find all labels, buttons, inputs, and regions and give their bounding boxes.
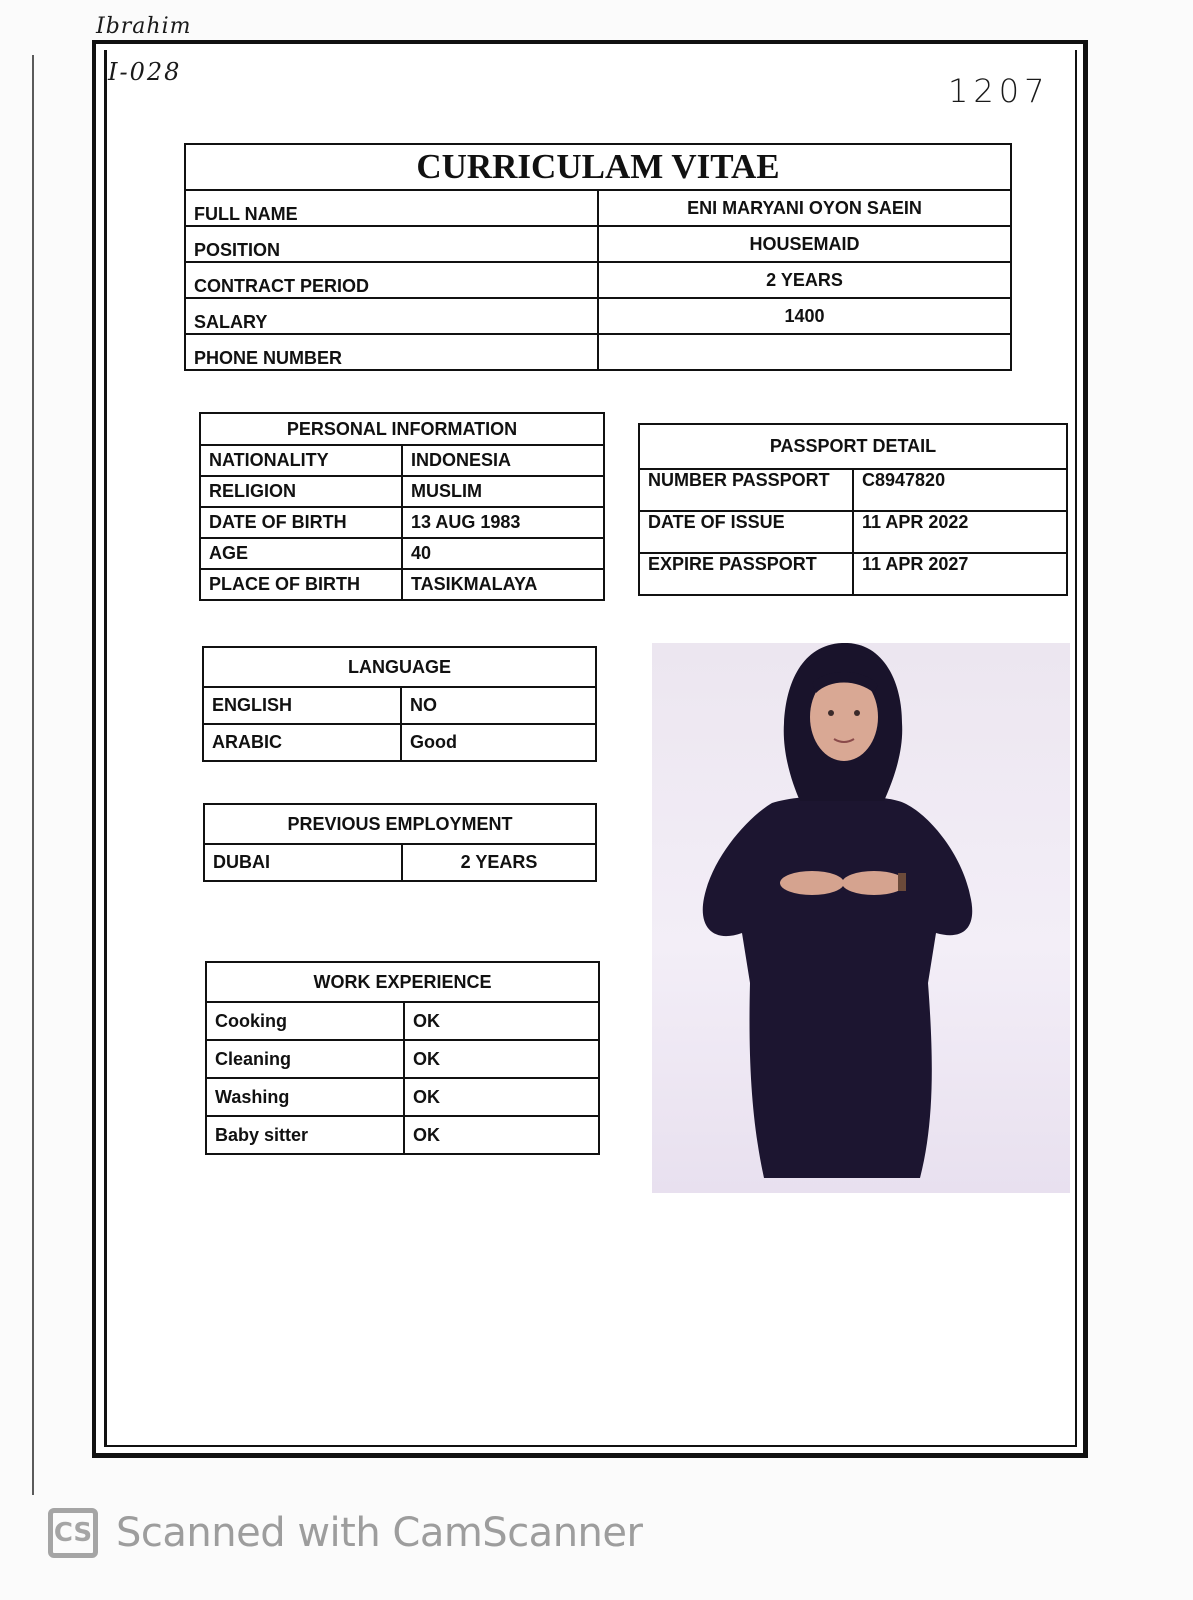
language-table <box>202 646 597 762</box>
table-row <box>639 469 1067 511</box>
expire-passport-value: 11 APR 2027 <box>853 553 1067 595</box>
table-row <box>203 724 596 761</box>
table-row <box>185 262 1011 298</box>
passport-detail-table <box>638 423 1068 596</box>
religion-value: MUSLIM <box>402 476 604 507</box>
previous-employment-table <box>203 803 597 882</box>
cooking-label: Cooking <box>206 1002 404 1040</box>
washing-label: Washing <box>206 1078 404 1116</box>
table-row <box>200 538 604 569</box>
date-of-issue-value: 11 APR 2022 <box>853 511 1067 553</box>
place-of-birth-value: TASIKMALAYA <box>402 569 604 600</box>
table-row <box>200 445 604 476</box>
contract-period-value: 2 YEARS <box>598 262 1011 298</box>
full-name-label: FULL NAME <box>185 190 598 226</box>
table-row <box>200 507 604 538</box>
candidate-photo <box>652 643 1070 1193</box>
handwritten-code: I-028 <box>108 58 182 86</box>
position-label: POSITION <box>185 226 598 262</box>
passport-number-label: NUMBER PASSPORT <box>639 469 853 511</box>
expire-passport-label: EXPIRE PASSPORT <box>639 553 853 595</box>
baby-sitter-value: OK <box>404 1116 599 1154</box>
date-of-issue-label: DATE OF ISSUE <box>639 511 853 553</box>
camscanner-logo-icon: CS <box>48 1508 98 1558</box>
contract-period-label: CONTRACT PERIOD <box>185 262 598 298</box>
table-row <box>200 476 604 507</box>
salary-label: SALARY <box>185 298 598 334</box>
table-row <box>639 511 1067 553</box>
table-row <box>203 687 596 724</box>
english-value: NO <box>401 687 596 724</box>
nationality-value: INDONESIA <box>402 445 604 476</box>
washing-value: OK <box>404 1078 599 1116</box>
phone-number-value <box>598 334 1011 370</box>
cleaning-label: Cleaning <box>206 1040 404 1078</box>
table-row <box>206 1002 599 1040</box>
language-title: LANGUAGE <box>203 647 596 687</box>
table-row <box>185 298 1011 334</box>
cleaning-value: OK <box>404 1040 599 1078</box>
table-row <box>200 569 604 600</box>
place-of-birth-label: PLACE OF BIRTH <box>200 569 402 600</box>
age-value: 40 <box>402 538 604 569</box>
arabic-label: ARABIC <box>203 724 401 761</box>
camscanner-watermark <box>48 1505 642 1561</box>
table-row <box>206 1040 599 1078</box>
table-row <box>204 844 596 881</box>
english-label: ENGLISH <box>203 687 401 724</box>
table-row <box>206 1116 599 1154</box>
baby-sitter-label: Baby sitter <box>206 1116 404 1154</box>
personal-information-table <box>199 412 605 601</box>
candidate-photo-figure <box>652 643 1070 1193</box>
cv-title: CURRICULAM VITAE <box>185 144 1011 190</box>
handwritten-number: 1207 <box>948 72 1050 110</box>
passport-number-value: C8947820 <box>853 469 1067 511</box>
religion-label: RELIGION <box>200 476 402 507</box>
table-row <box>185 190 1011 226</box>
work-experience-title: WORK EXPERIENCE <box>206 962 599 1002</box>
age-label: AGE <box>200 538 402 569</box>
arabic-value: Good <box>401 724 596 761</box>
employment-country-label: DUBAI <box>204 844 402 881</box>
passport-detail-title: PASSPORT DETAIL <box>639 424 1067 469</box>
nationality-label: NATIONALITY <box>200 445 402 476</box>
date-of-birth-label: DATE OF BIRTH <box>200 507 402 538</box>
table-row <box>639 553 1067 595</box>
salary-value: 1400 <box>598 298 1011 334</box>
table-row <box>185 226 1011 262</box>
phone-number-label: PHONE NUMBER <box>185 334 598 370</box>
full-name-value: ENI MARYANI OYON SAEIN <box>598 190 1011 226</box>
cv-summary-table <box>184 143 1012 371</box>
table-row <box>185 334 1011 370</box>
handwritten-name: Ibrahim <box>96 14 192 39</box>
position-value: HOUSEMAID <box>598 226 1011 262</box>
personal-information-title: PERSONAL INFORMATION <box>200 413 604 445</box>
table-row <box>206 1078 599 1116</box>
work-experience-table <box>205 961 600 1155</box>
employment-duration-value: 2 YEARS <box>402 844 596 881</box>
date-of-birth-value: 13 AUG 1983 <box>402 507 604 538</box>
cooking-value: OK <box>404 1002 599 1040</box>
camscanner-watermark-text: Scanned with CamScanner <box>116 1510 643 1556</box>
scan-edge-line <box>32 55 34 1495</box>
previous-employment-title: PREVIOUS EMPLOYMENT <box>204 804 596 844</box>
